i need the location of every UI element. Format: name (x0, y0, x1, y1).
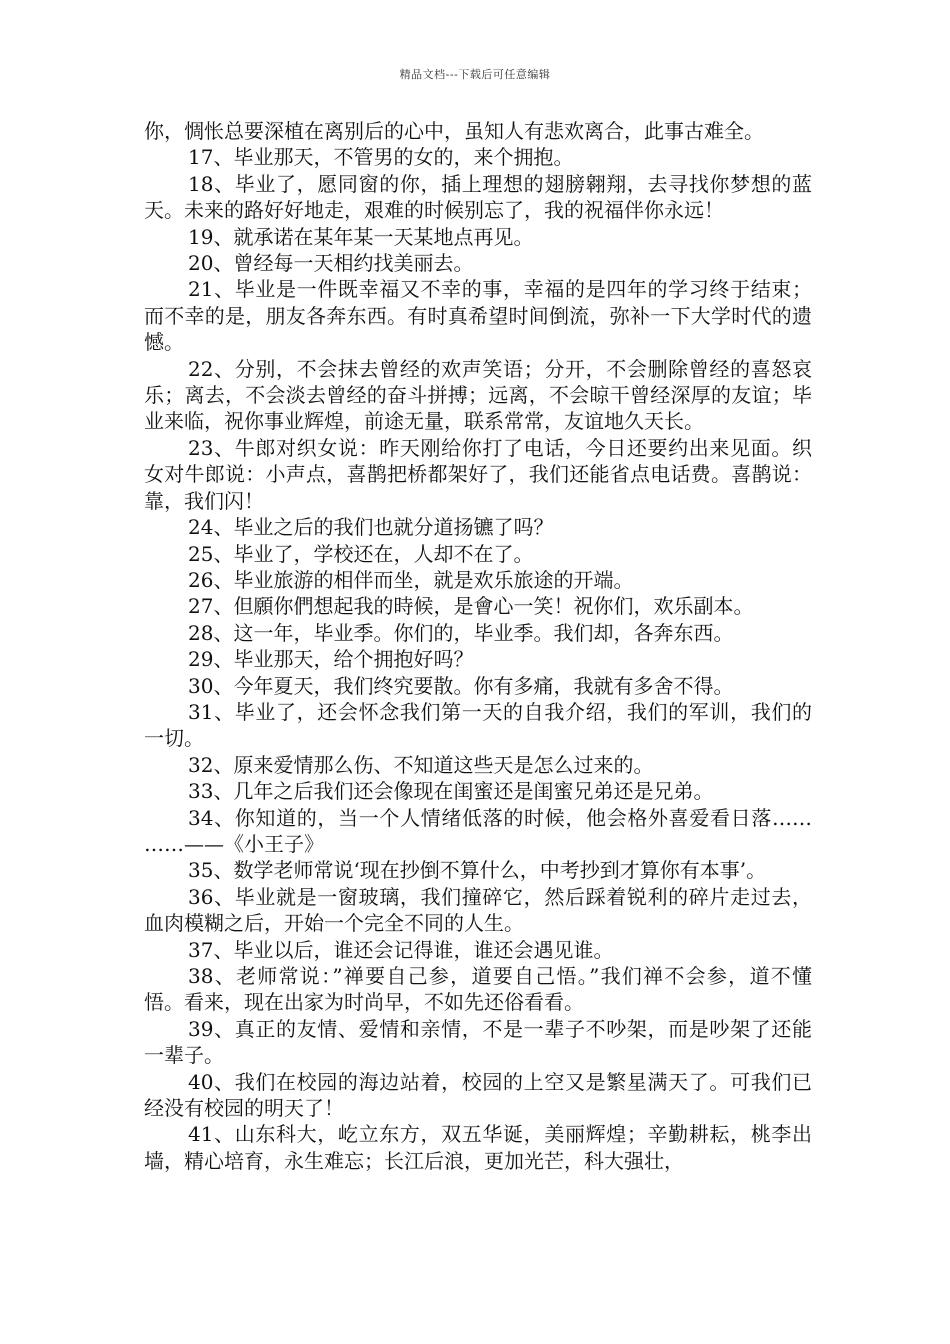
document-body (144, 118, 812, 1174)
paragraph: 你，惆怅总要深植在离别后的心中，虽知人有悲欢离合，此事古难全。 (144, 119, 764, 143)
paragraph: 30、今年夏天，我们终究要散。你有多痛，我就有多舍不得。 (188, 673, 734, 698)
paragraph: 25、毕业了，学校还在，人却不在了。 (188, 541, 534, 566)
paragraph: 37、毕业以后，谁还会记得谁，谁还会遇见谁。 (188, 937, 614, 962)
paragraph: 41、山东科大，屹立东方，双五华诞，美丽辉煌；辛勤耕耘，桃李出墙，精心培育，永生难忘；长江后浪，更加光芒，科大强壮， (144, 1122, 812, 1173)
paragraph: 19、就承诺在某年某一天某地点再见。 (188, 224, 534, 249)
page-header: 精品文档---下载后可任意编辑 (399, 68, 551, 81)
paragraph: 20、曾经每一天相约找美丽去。 (188, 251, 474, 276)
paragraph: 31、毕业了，还会怀念我们第一天的自我介绍，我们的军训，我们的一切。 (144, 699, 812, 751)
paragraph: 27、但願你們想起我的時候，是會心一笑！祝你们，欢乐副本。 (188, 594, 754, 619)
paragraph: 39、真正的友情、爱情和亲情，不是一辈子不吵架，而是吵架了还能一辈子。 (144, 1016, 812, 1068)
paragraph: 24、毕业之后的我们也就分道扬镳了吗？ (188, 515, 554, 540)
paragraph: 40、我们在校园的海边站着，校园的上空又是繁星满天了。可我们已经没有校园的明天了！ (144, 1069, 812, 1121)
paragraph: 34、你知道的，当一个人情绪低落的时候，他会格外喜爱看日落…… ……——《小王子》 (144, 805, 812, 856)
paragraph: 36、毕业就是一窗玻璃，我们撞碎它，然后踩着锐利的碎片走过去，血肉模糊之后，开始一个完全不同的人生。 (144, 884, 812, 936)
paragraph: 18、毕业了，愿同窗的你，插上理想的翅膀翱翔，去寻找你梦想的蓝天。未来的路好好地走，艰难的时候别忘了，我的祝福伴你永远！ (144, 171, 812, 223)
paragraph: 29、毕业那天，给个拥抱好吗？ (188, 647, 474, 672)
paragraph: 26、毕业旅游的相伴而坐，就是欢乐旅途的开端。 (188, 567, 634, 592)
paragraph: 22、分别，不会抹去曾经的欢声笑语；分开，不会删除曾经的喜怒哀乐；离去，不会淡去曾经的奋斗拼搏；远离，不会晾干曾经深厚的友谊；毕业来临，祝你事业辉煌，前途无量，联系常常，友谊地久天长。 (144, 356, 812, 434)
paragraph: 23、牛郎对织女说：昨天刚给你打了电话，今日还要约出来见面。织女对牛郎说：小声点，喜鹊把桥都架好了，我们还能省点电话费。喜鹊说：靠，我们闪！ (144, 435, 812, 513)
paragraph: 17、毕业那天，不管男的女的，来个拥抱。 (188, 145, 574, 170)
paragraph: 38、老师常说：”禅要自己参，道要自己悟。”我们禅不会参，道不懂悟。看来，现在出家为时尚早，不如先还俗看看。 (144, 964, 812, 1015)
paragraph: 32、原来爱情那么伤、不知道这些天是怎么过来的。 (188, 752, 654, 777)
paragraph: 33、几年之后我们还会像现在闺蜜还是闺蜜兄弟还是兄弟。 (188, 779, 714, 804)
paragraph: 35、数学老师常说‘现在抄倒不算什么，中考抄到才算你有本事’。 (188, 858, 767, 883)
paragraph: 21、毕业是一件既幸福又不幸的事，幸福的是四年的学习终于结束；而不幸的是，朋友各奔东西。有时真希望时间倒流，弥补一下大学时代的遗憾。 (144, 277, 812, 355)
paragraph: 28、这一年，毕业季。你们的，毕业季。我们却，各奔东西。 (188, 620, 734, 645)
